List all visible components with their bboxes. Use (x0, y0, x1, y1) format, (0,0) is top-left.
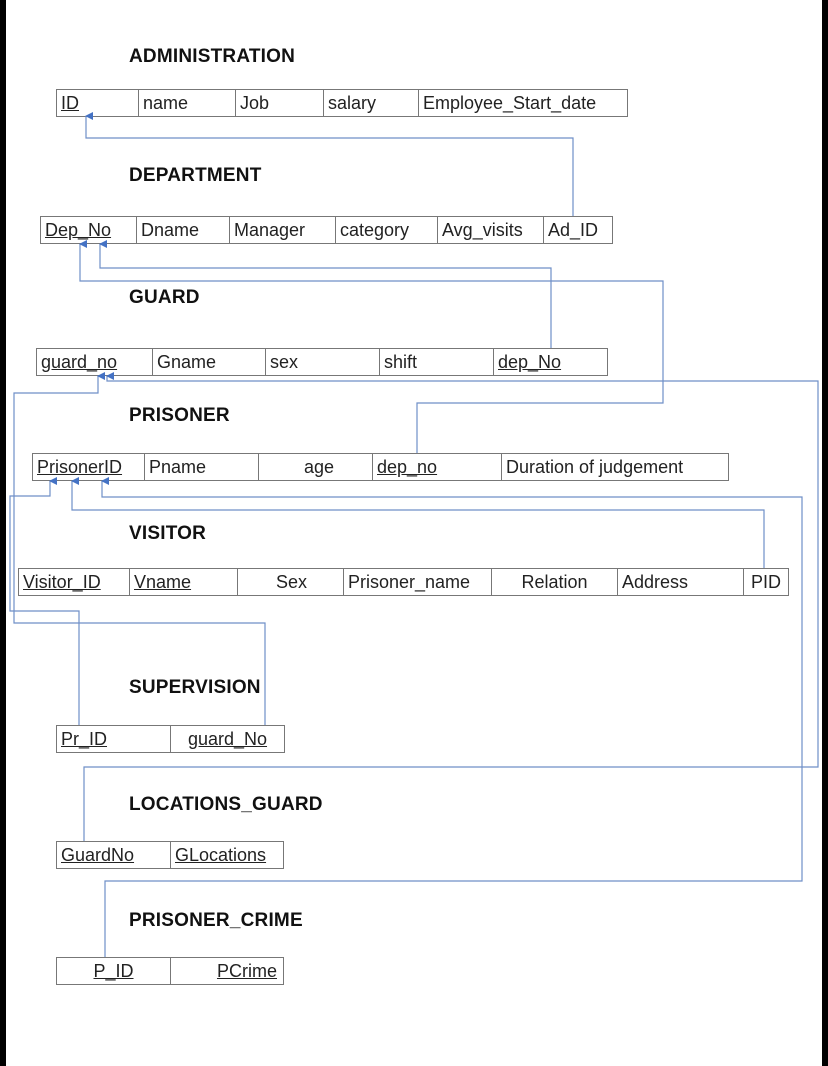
field-gname: Gname (153, 349, 266, 375)
field-name: name (139, 90, 236, 116)
field-guard-no-fk: guard_No (187, 729, 268, 749)
field-p-id: P_ID (57, 958, 171, 984)
link-ad-id-to-id (86, 116, 573, 216)
field-avg-visits: Avg_visits (438, 217, 544, 243)
link-p-id-to-prisoner-id (102, 481, 802, 957)
field-duration-of-judgement: Duration of judgement (506, 457, 684, 477)
table-title-prisoner: PRISONER (129, 405, 230, 426)
field-category: category (336, 217, 438, 243)
field-vname: Vname (130, 569, 238, 595)
link-guardno-to-guard-no (84, 376, 818, 841)
relationship-lines (6, 0, 822, 1066)
field-age: age (259, 454, 373, 480)
field-dep-no-fk: dep_No (498, 352, 562, 372)
field-visitor-sex: Sex (238, 569, 344, 595)
field-employee-start-date: Employee_Start_date (423, 93, 597, 113)
table-title-department: DEPARTMENT (129, 165, 262, 186)
table-title-supervision: SUPERVISION (129, 677, 261, 698)
field-shift: shift (380, 349, 494, 375)
field-guardno: GuardNo (57, 842, 171, 868)
link-pid-to-prisoner-id (72, 481, 764, 568)
field-ad-id: Ad_ID (548, 220, 599, 240)
field-prisoner-name: Prisoner_name (344, 569, 492, 595)
field-sex: sex (266, 349, 380, 375)
field-relation: Relation (492, 569, 618, 595)
table-title-prisoner-crime: PRISONER_CRIME (129, 910, 303, 931)
field-dname: Dname (137, 217, 230, 243)
link-supervision-guard-to-guard-no (14, 376, 265, 725)
table-title-administration: ADMINISTRATION (129, 46, 296, 67)
er-diagram-canvas (6, 0, 822, 1066)
table-title-guard: GUARD (129, 287, 200, 308)
field-id: ID (57, 90, 139, 116)
link-pr-id-to-prisoner-id (10, 481, 79, 725)
field-pname: Pname (145, 454, 259, 480)
link-guard-dep-to-dep-no (100, 244, 551, 348)
link-prisoner-dep-to-dep-no (80, 244, 663, 453)
field-pcrime: PCrime (216, 961, 277, 981)
field-address: Address (618, 569, 744, 595)
field-manager: Manager (230, 217, 336, 243)
field-salary: salary (324, 90, 419, 116)
field-dep-no-prisoner: dep_no (373, 454, 502, 480)
field-visitor-id: Visitor_ID (19, 569, 130, 595)
table-title-visitor: VISITOR (129, 523, 207, 544)
field-pr-id: Pr_ID (57, 726, 171, 752)
field-prisoner-id: PrisonerID (33, 454, 145, 480)
table-title-locations-guard: LOCATIONS_GUARD (129, 794, 323, 815)
field-job: Job (236, 90, 324, 116)
field-pid: PID (750, 572, 781, 592)
field-glocations: GLocations (175, 845, 267, 865)
field-guard-no: guard_no (37, 349, 153, 375)
field-dep-no: Dep_No (41, 217, 137, 243)
